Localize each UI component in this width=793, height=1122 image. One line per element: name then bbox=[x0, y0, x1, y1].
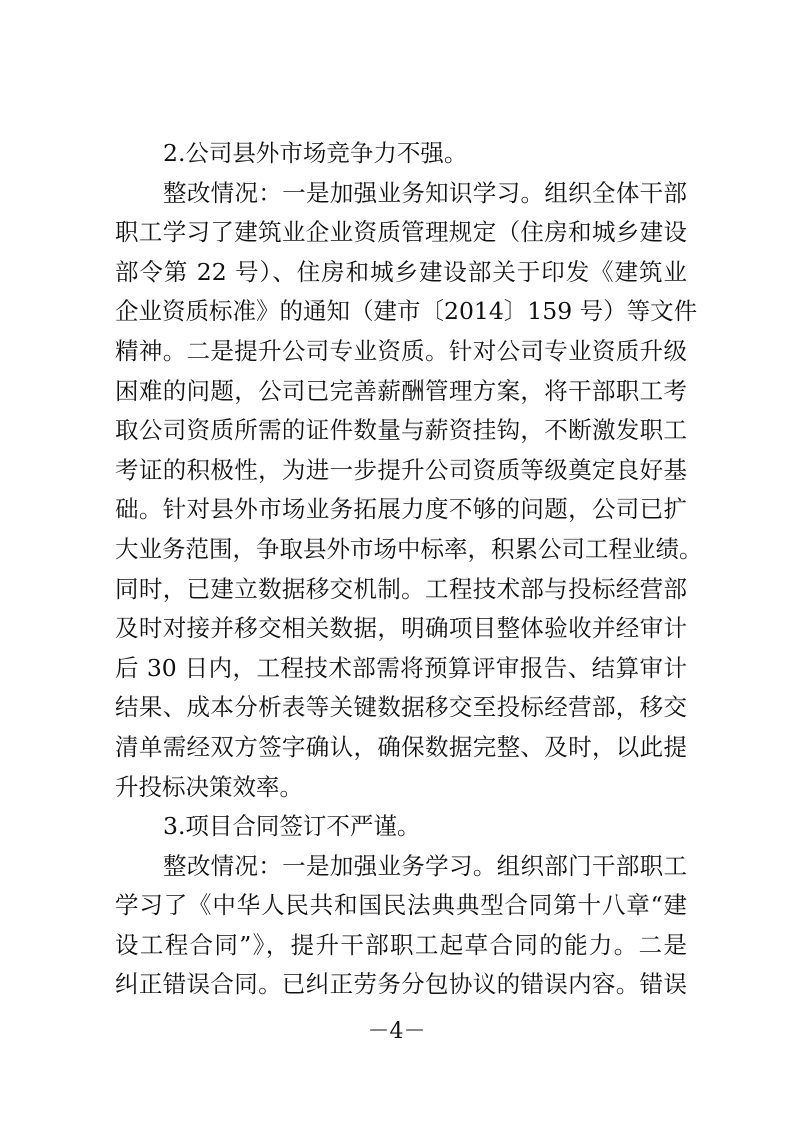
paragraph-line: 纠正错误合同。已纠正劳务分包协议的错误内容。错误 bbox=[115, 970, 687, 999]
paragraph-line: 大业务范围，争取县外市场中标率，积累公司工程业绩。 bbox=[115, 534, 703, 563]
paragraph-line: 础。针对县外市场业务拓展力度不够的问题，公司已扩 bbox=[115, 495, 687, 524]
paragraph-line: 取公司资质所需的证件数量与薪资挂钩，不断激发职工 bbox=[115, 416, 687, 445]
paragraph-line: 升投标决策效率。 bbox=[115, 772, 303, 801]
paragraph-line: 困难的问题，公司已完善薪酬管理方案，将干部职工考 bbox=[115, 376, 687, 405]
section-heading: 2.公司县外市场竞争力不强。 bbox=[163, 139, 468, 167]
paragraph-line: 学习了《中华人民共和国民法典典型合同第十八章“建 bbox=[115, 891, 687, 920]
paragraph-line: 精神。二是提升公司专业资质。针对公司专业资质升级 bbox=[115, 336, 687, 365]
paragraph-line: 及时对接并移交相关数据，明确项目整体验收并经审计 bbox=[115, 614, 687, 643]
page-number: －4－ bbox=[367, 1019, 426, 1044]
paragraph-line: 清单需经双方签字确认，确保数据完整、及时，以此提 bbox=[115, 732, 687, 761]
paragraph-line: 结果、成本分析表等关键数据移交至投标经营部，移交 bbox=[115, 693, 687, 722]
paragraph-line: 整改情况：一是加强业务知识学习。组织全体干部 bbox=[163, 178, 687, 207]
paragraph-line: 后 30 日内，工程技术部需将预算评审报告、结算审计 bbox=[115, 653, 687, 682]
paragraph-line: 部令第 22 号）、住房和城乡建设部关于印发《建筑业 bbox=[115, 257, 687, 286]
paragraph-line: 设工程合同”》，提升干部职工起草合同的能力。二是 bbox=[115, 930, 687, 959]
paragraph-line: 职工学习了建筑业企业资质管理规定（住房和城乡建设 bbox=[115, 218, 687, 247]
paragraph-line: 同时，已建立数据移交机制。工程技术部与投标经营部 bbox=[115, 574, 687, 603]
paragraph-line: 企业资质标准》的通知（建市〔2014〕159 号）等文件 bbox=[115, 297, 698, 326]
document-body bbox=[115, 134, 703, 1005]
section-heading: 3.项目合同签订不严谨。 bbox=[163, 812, 421, 841]
paragraph-line: 整改情况：一是加强业务学习。组织部门干部职工 bbox=[163, 851, 687, 880]
paragraph-line: 考证的积极性，为进一步提升公司资质等级奠定良好基 bbox=[115, 455, 687, 484]
